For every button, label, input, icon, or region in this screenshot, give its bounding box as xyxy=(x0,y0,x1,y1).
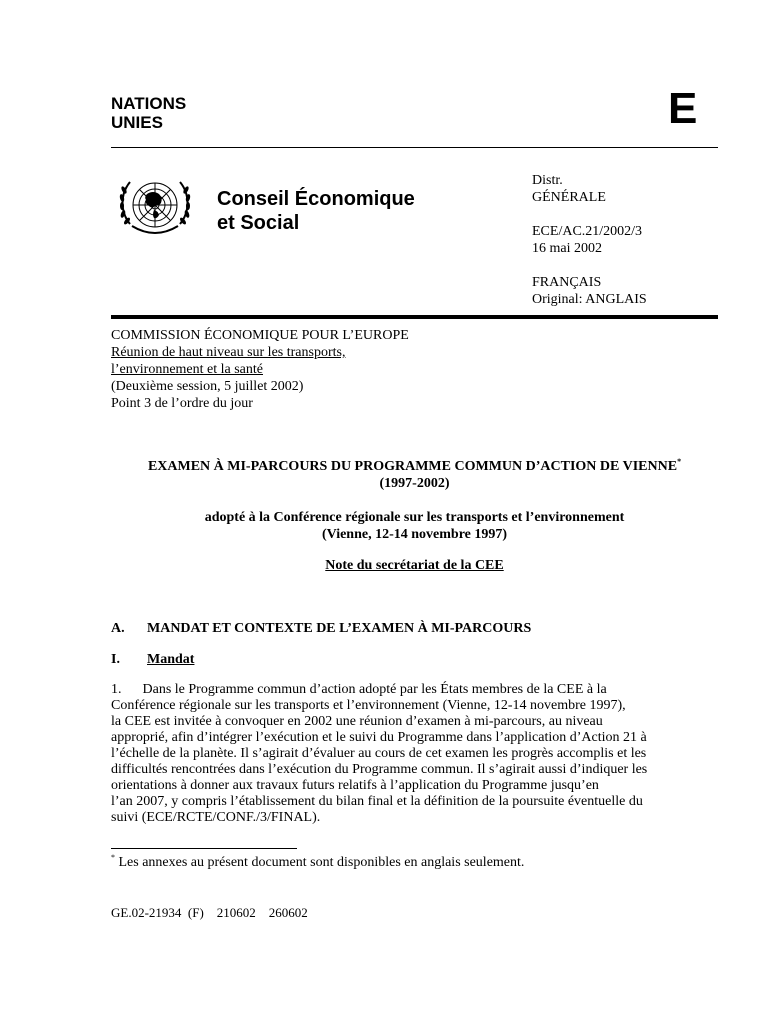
meeting-name-line-1: Réunion de haut niveau sur les transports, xyxy=(111,345,346,360)
title-line-2: (1997-2002) xyxy=(379,476,450,491)
language-letter: E xyxy=(668,84,698,133)
paragraph-line: suivi (ECE/RCTE/CONF./3/FINAL). xyxy=(111,810,321,825)
organization-name xyxy=(111,94,186,132)
session-info: (Deuxième session, 5 juillet 2002) xyxy=(111,379,304,394)
section-i-title: Mandat xyxy=(147,652,195,667)
title-line-1: EXAMEN À MI-PARCOURS DU PROGRAMME COMMUN D’ACTION DE VIENNE xyxy=(147,459,678,474)
original-language: Original: ANGLAIS xyxy=(532,292,647,307)
distribution-type: GÉNÉRALE xyxy=(532,190,606,205)
paragraph-line: l’échelle de la planète. Il s’agirait d’évaluer au cours de cet examen les progrès accomplis et les xyxy=(111,746,647,761)
org-line-1: NATIONS xyxy=(111,94,187,113)
un-emblem-icon xyxy=(116,174,194,244)
subtitle-line-1: adopté à la Conférence régionale sur les transports et l’environnement xyxy=(204,510,625,525)
header-thick-rule xyxy=(111,315,718,319)
org-line-2: UNIES xyxy=(111,113,163,132)
paragraph-1 xyxy=(111,682,718,826)
council-line-1: Conseil Économique xyxy=(217,188,415,210)
paragraph-line: 1. Dans le Programme commun d’action adopté par les États membres de la CEE à la xyxy=(111,682,607,697)
paragraph-line: difficultés rencontrées dans l’exécution du Programme commun. Il s’agirait aussi d’indiquer les xyxy=(111,762,648,777)
subtitle-line-2: (Vienne, 12-14 novembre 1997) xyxy=(321,527,508,542)
document-date: 16 mai 2002 xyxy=(532,241,602,256)
paragraph-line: la CEE est invitée à convoquer en 2002 une réunion d’examen à mi-parcours, au niveau xyxy=(111,714,603,729)
secretariat-note xyxy=(111,557,718,574)
title-footnote-mark: * xyxy=(677,457,682,466)
distribution-label: Distr. xyxy=(532,173,563,188)
paragraph-line: approprié, afin d’intégrer l’exécution et le suivi du Programme dans l’application d’Action 21 à xyxy=(111,730,647,745)
meeting-name-line-2: l’environnement et la santé xyxy=(111,362,263,377)
section-a-title: MANDAT ET CONTEXTE DE L’EXAMEN À MI-PARCOURS xyxy=(147,621,532,636)
council-line-2: et Social xyxy=(217,212,300,234)
section-i-heading xyxy=(111,651,194,668)
commission-block xyxy=(111,327,409,412)
section-a-number: A. xyxy=(111,621,125,636)
document-symbol: ECE/AC.21/2002/3 xyxy=(532,224,643,239)
council-name xyxy=(217,187,415,235)
section-i-number: I. xyxy=(111,652,120,667)
footnote xyxy=(111,854,524,871)
header-rule xyxy=(111,147,718,148)
paragraph-line: l’an 2007, y compris l’établissement du bilan final et la définition de la poursuite éventuelle du xyxy=(111,794,643,809)
paragraph-line: orientations à donner aux travaux futurs relatifs à l’application du Programme jusqu’en xyxy=(111,778,599,793)
footnote-mark: * xyxy=(111,853,115,862)
paragraph-line: Conférence régionale sur les transports et l’environnement (Vienne, 12-14 novembre 1997), xyxy=(111,698,626,713)
footnote-rule xyxy=(111,848,297,849)
footnote-text: Les annexes au présent document sont disponibles en anglais seulement. xyxy=(115,855,525,870)
commission-name: COMMISSION ÉCONOMIQUE POUR L’EUROPE xyxy=(111,328,409,343)
secretariat-note-text: Note du secrétariat de la CEE xyxy=(325,558,504,573)
agenda-item: Point 3 de l’ordre du jour xyxy=(111,396,253,411)
job-number: GE.02-21934 (F) 210602 260602 xyxy=(111,905,308,920)
document-title xyxy=(111,458,718,475)
document-language: FRANÇAIS xyxy=(532,275,602,290)
section-a-heading xyxy=(111,620,531,637)
